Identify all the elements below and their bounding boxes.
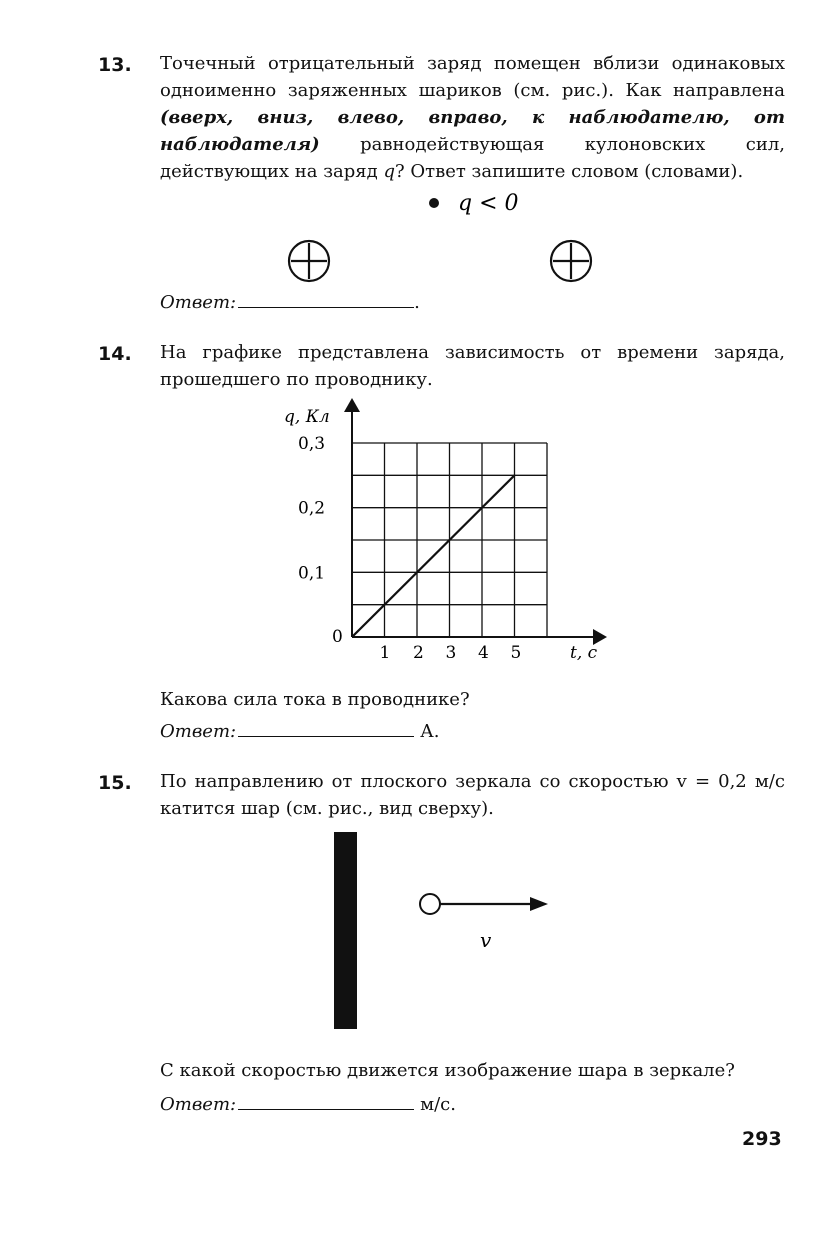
text-part: ? Ответ запишите словом (словами). <box>394 161 744 182</box>
y-tick-label: 0,1 <box>298 563 326 584</box>
series-line <box>352 475 515 637</box>
question-text: Какова сила тока в проводнике? <box>160 689 470 710</box>
x-axis-label: t, с <box>570 643 598 663</box>
answer-unit: м/с. <box>420 1094 456 1115</box>
answer-blank[interactable] <box>238 289 414 308</box>
page-number: 293 <box>742 1128 782 1150</box>
text-part: равнодействующая кулоновских сил, действующих на заряд <box>160 134 785 182</box>
y-tick-label: 0,3 <box>298 434 326 454</box>
problem-text: По направлению от плоского зеркала со скоростью v = 0,2 м/с катится шар (см. рис., вид сверху). <box>160 771 785 819</box>
x-tick-label: 4 <box>478 643 489 663</box>
x-tick-label: 3 <box>445 643 457 663</box>
answer-line <box>160 1091 456 1115</box>
answer-blank[interactable] <box>238 1091 414 1110</box>
x-tick-label: 5 <box>510 643 522 663</box>
origin-label: 0 <box>332 627 343 647</box>
charge-time-graph <box>0 390 820 680</box>
question-text: С какой скоростью движется изображение шара в зеркале? <box>160 1060 735 1081</box>
problem-number: 14. <box>98 343 132 365</box>
direction-options: (вверх, вниз, влево, вправо, к наблюдателю, от наблюдателя) <box>160 107 785 155</box>
plane-mirror <box>334 832 357 1029</box>
x-tick-label: 1 <box>379 643 391 663</box>
charges-figure <box>0 54 820 324</box>
mirror-figure <box>0 820 820 1040</box>
data-series <box>352 475 515 637</box>
text-part: Точечный отрицательный заряд помещен вблизи одинаковых одноименно заряженных шариков (см. рис.). Как направлена <box>160 53 785 101</box>
answer-blank[interactable] <box>238 718 414 737</box>
y-axis-label: q, Кл <box>284 407 330 427</box>
answer-unit: А. <box>420 721 440 742</box>
axes <box>344 398 607 645</box>
positive-ball-right <box>551 241 591 281</box>
answer-line <box>160 718 439 742</box>
positive-ball-left <box>289 241 329 281</box>
problem-text: На графике представлена зависимость от времени заряда, прошедшего по проводнику. <box>160 342 785 390</box>
answer-label: Ответ: <box>160 721 237 742</box>
problem-number: 13. <box>98 54 132 76</box>
y-tick-label: 0,2 <box>298 498 326 519</box>
velocity-arrow-head <box>530 897 548 911</box>
answer-label: Ответ: <box>160 1094 237 1115</box>
charge-variable: q <box>383 161 395 182</box>
answer-label: Ответ: <box>160 292 237 313</box>
y-axis-arrow <box>344 398 360 412</box>
x-tick-label: 2 <box>413 643 424 663</box>
charge-label: q < 0 <box>458 191 519 216</box>
point-charge <box>429 198 439 208</box>
answer-suffix: . <box>414 292 420 313</box>
velocity-label: v <box>480 928 492 952</box>
problem-number: 15. <box>98 772 132 794</box>
ball <box>420 894 440 914</box>
answer-line <box>160 289 420 313</box>
